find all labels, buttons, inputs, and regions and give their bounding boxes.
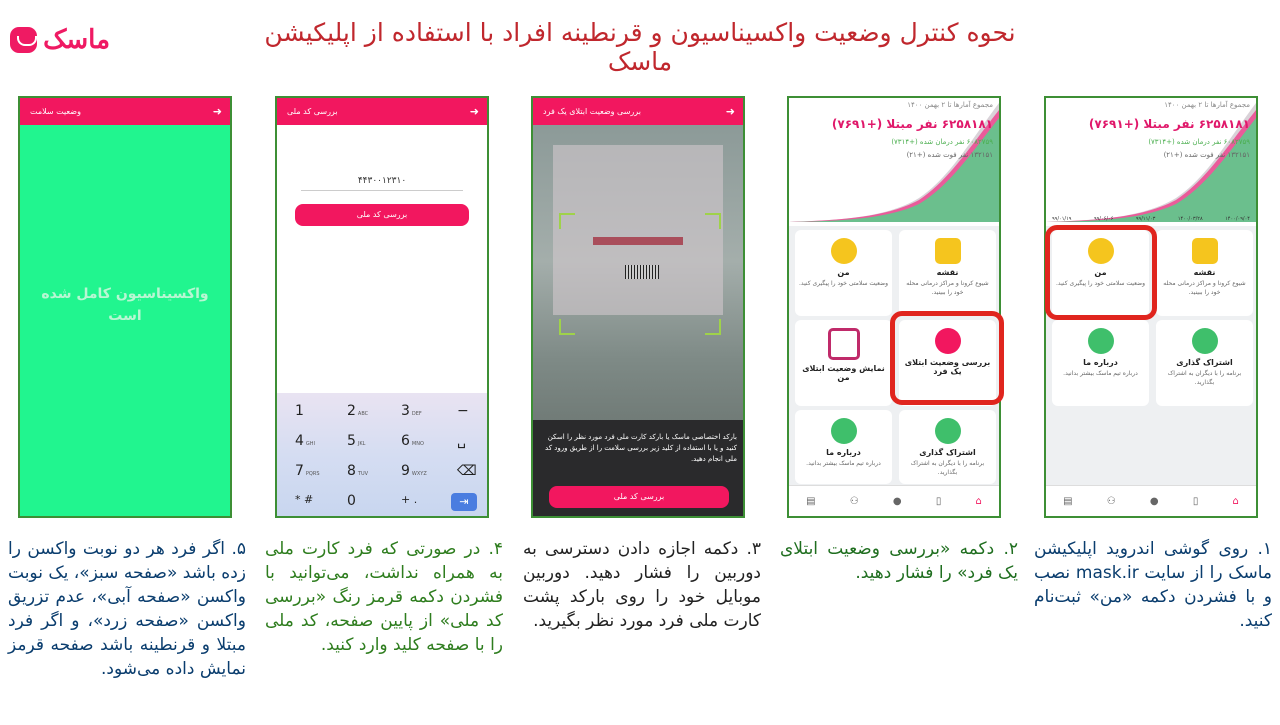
deaths-count: ۱۳۲۱۵۱ نفر فوت شده (+۲۱) [1163,151,1250,159]
bar-title: وضعیت سلامت [30,107,81,116]
key-6[interactable] [401,433,424,449]
phone-national-code-screen [275,96,489,518]
back-arrow-icon[interactable]: ➜ [725,105,735,118]
key-label: 4 [295,433,304,449]
back-arrow-icon[interactable]: ➜ [469,105,479,118]
map-icon [935,238,961,264]
key-5[interactable] [347,433,365,449]
tile-title: درباره ما [1083,358,1118,367]
deaths-count: ۱۳۲۱۵۱ نفر فوت شده (+۲۱) [906,151,993,159]
map-icon[interactable]: ▯ [1192,495,1199,507]
share-tile[interactable] [899,410,996,484]
key-label: − [457,403,469,419]
axis-label: ۹۹/۰۱/۱۹ [1052,216,1072,222]
caption-step-1: ۱. روی گوشی اندروید اپلیکیشن ماسک را از سایت mask.ir نصب و با فشردن دکمه «من» ثبت‌نام کنید. [1034,539,1272,631]
tile-subtitle: شیوع کرونا و مراکز درمانی محله خود را ببینید. [1163,280,1246,296]
key-label: 6 [401,433,410,449]
clipboard-icon[interactable]: ▤ [806,495,816,507]
stats-date: مجموع آمارها تا ۲ بهمن ۱۴۰۰ [907,101,993,109]
tile-subtitle: برنامه را با دیگران به اشتراک بگذارید. [910,460,985,476]
key-2[interactable] [347,403,368,419]
phone-home-check-screen [787,96,1001,518]
map-icon[interactable]: ▯ [935,495,942,507]
key-letters: GHI [305,441,316,447]
highlight-check-button [890,311,1004,405]
caption-step-3: ۳. دکمه اجازه دادن دسترسی به دوربین را فشار دهید. دوربین موبایل خود را روی بارکد پشت کارت ملی فرد مورد نظر بگیرید. [523,539,761,631]
people-icon[interactable]: ⚇ [1106,495,1116,507]
infected-count: ۶۲۵۸۱۸۱ نفر مبتلا (+۷۶۹۱) [831,117,993,131]
share-icon [1192,328,1218,354]
top-bar [20,98,230,125]
caption-step-2: ۲. دکمه «بررسی وضعیت ابتلای یک فرد» را فشار دهید. [780,539,1018,583]
stats-panel [1046,98,1256,224]
info-icon [1088,328,1114,354]
check-national-code-button[interactable]: بررسی کد ملی [549,486,729,508]
bar-title: بررسی کد ملی [287,107,338,116]
key-label: 3 [401,403,410,419]
key-9[interactable] [401,463,427,479]
tile-title: نمایش وضعیت ابتلای من [802,364,885,382]
caption-step-4: ۴. در صورتی که فرد کارت ملی به همراه نداشت، می‌توانید با فشردن دکمه قرمز رنگ «بررسی کد ملی» از پایین صفحه، کد ملی را با صفحه کلید وارد کنید. [265,539,503,655]
key-label: 0 [347,493,356,509]
key-space[interactable] [457,433,466,449]
key-letters: ABC [357,411,369,417]
key-3[interactable] [401,403,422,419]
bar-title: بررسی وضعیت ابتلای یک فرد [543,107,641,116]
axis-label: ۹۹/۰۶/۰۶ [1093,216,1114,222]
info-icon [831,418,857,444]
tile-subtitle: وضعیت سلامتی خود را پیگیری کنید. [1056,280,1145,287]
enter-key[interactable]: ⇥ [451,493,477,511]
key-letters: PQRS [305,471,320,477]
scan-viewfinder [559,213,721,335]
tile-title: نقشه [936,268,959,277]
key-letters: WXYZ [411,471,427,477]
tile-title: من [837,268,850,277]
caption-step-5: ۵. اگر فرد هر دو نوبت واکسن را زده باشد «صفحه سبز»، یک نوبت واکسن «صفحه آبی»، عدم تزریق واکسن «صفحه زرد»، و اگر فرد مبتلا و قرنطینه باشد صفحه قرمز نمایش داده می‌شود. [8,539,246,679]
key-minus[interactable] [457,403,469,419]
key-letters: TUV [357,471,369,477]
top-bar [277,98,487,125]
logo-text: ماسک [43,25,110,55]
phone-health-status-screen [18,96,232,518]
home-icon[interactable]: ⌂ [975,495,982,507]
share-tile[interactable] [1156,320,1253,406]
map-tile[interactable] [1156,230,1253,316]
stats-panel [789,98,999,224]
vaccination-complete-message: واکسیناسیون کامل شده است [41,286,209,324]
qr-icon [828,328,860,360]
tile-subtitle: وضعیت سلامتی خود را پیگیری کنید. [799,280,888,287]
key-label: 9 [401,463,410,479]
axis-label: ۱۴۰۰/۰۳/۲۸ [1177,216,1203,222]
bottom-nav [1046,485,1256,516]
page-title: نحوه کنترل وضعیت واکسیناسیون و قرنطینه افراد با استفاده از اپلیکیشن ماسک [264,18,1016,76]
key-letters: DEF [411,411,422,417]
stats-date: مجموع آمارها تا ۲ بهمن ۱۴۰۰ [1164,101,1250,109]
corner-mark [705,213,721,229]
about-tile[interactable] [1052,320,1149,406]
axis-label: ۹۹/۱۱/۰۳ [1135,216,1156,222]
key-0[interactable] [347,493,356,509]
recovered-count: ۶۰۸۲۷۵۹ نفر درمان شده (+۷۳۱۴) [1148,138,1250,146]
recovered-count: ۶۰۸۲۷۵۹ نفر درمان شده (+۷۳۱۴) [891,138,993,146]
home-icon[interactable]: ⌂ [1232,495,1239,507]
top-bar [533,98,743,125]
key-label: 1 [295,403,304,419]
numeric-keyboard [277,393,487,516]
chart-x-axis [1052,216,1250,222]
key-label: * # [295,493,314,506]
tile-subtitle: برنامه را با دیگران به اشتراک بگذارید. [1167,370,1242,386]
tile-title: نقشه [1193,268,1216,277]
key-label: ␣ [457,433,466,449]
map-tile[interactable] [899,230,996,316]
key-label: 5 [347,433,356,449]
tile-subtitle: درباره تیم ماسک بیشتر بدانید. [1063,370,1138,377]
corner-mark [559,319,575,335]
tile-subtitle: درباره تیم ماسک بیشتر بدانید. [806,460,881,467]
phone-camera-screen [531,96,745,518]
instruction-text: بارکد اختصاصی ماسک یا بارکد کارت ملی فرد مورد نظر را اسکن کنید و یا با استفاده از کلید زیر بررسی سلامت را از طریق ورود کد ملی انجام دهید. [545,433,737,463]
tile-title: من [1094,268,1107,277]
key-star-hash[interactable] [295,493,313,506]
national-code-input[interactable]: ۴۴۳۰۰۱۲۳۱۰ [301,176,463,191]
tile-subtitle: شیوع کرونا و مراکز درمانی محله خود را ببینید. [906,280,989,296]
backspace-icon[interactable] [457,463,477,479]
camera-view [533,125,743,516]
map-icon [1192,238,1218,264]
key-plus-dot[interactable] [401,493,417,506]
user-icon [831,238,857,264]
me-tile[interactable] [795,230,892,316]
user-icon[interactable]: ● [892,495,902,507]
back-arrow-icon[interactable]: ➜ [212,105,222,118]
bottom-nav [789,485,999,516]
key-letters: MNO [411,441,424,447]
share-icon [935,418,961,444]
tile-title: اشتراک گذاری [919,448,976,457]
key-label: ⌫ [457,463,477,479]
key-label: + . [401,493,418,506]
people-icon[interactable]: ⚇ [849,495,859,507]
instruction-panel [533,420,743,516]
axis-label: ۱۴۰۰/۰۹/۰۴ [1225,216,1250,222]
highlight-me-button [1045,225,1157,320]
app-logo [10,20,110,60]
clipboard-icon[interactable]: ▤ [1063,495,1073,507]
key-7[interactable] [295,463,320,479]
user-icon[interactable]: ● [1149,495,1159,507]
key-4[interactable] [295,433,315,449]
key-letters: JKL [357,441,366,447]
key-label: 8 [347,463,356,479]
key-1[interactable] [295,403,306,419]
key-label: 2 [347,403,356,419]
tile-title: اشتراک گذاری [1176,358,1233,367]
corner-mark [705,319,721,335]
key-label: 7 [295,463,304,479]
corner-mark [559,213,575,229]
infected-count: ۶۲۵۸۱۸۱ نفر مبتلا (+۷۶۹۱) [1088,117,1250,131]
my-status-tile[interactable] [795,320,892,406]
tile-title: درباره ما [826,448,861,457]
check-national-code-button[interactable]: بررسی کد ملی [295,204,469,226]
about-tile[interactable] [795,410,892,484]
tile-title: بررسی وضعیت ابتلای یک فرد [904,358,991,376]
key-8[interactable] [347,463,368,479]
mask-logo-icon [10,27,37,53]
